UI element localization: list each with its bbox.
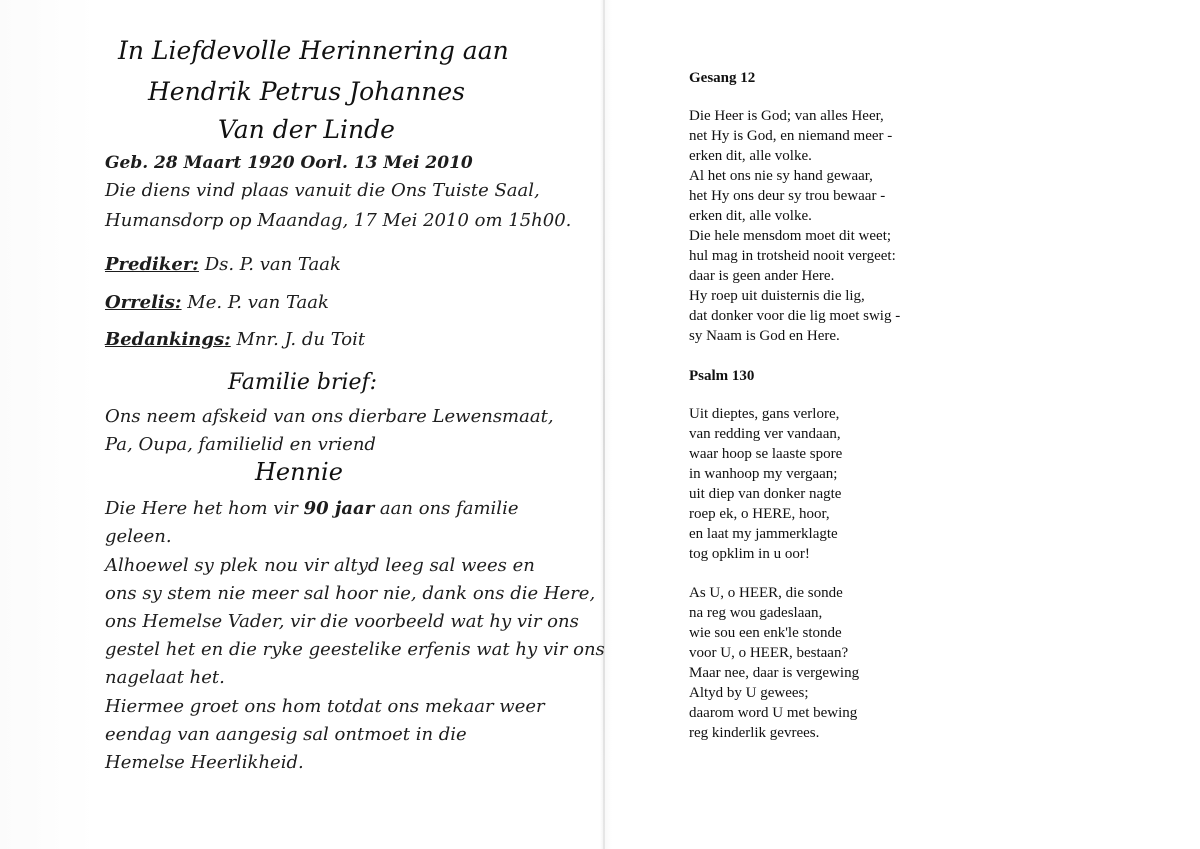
role-prediker: [105, 254, 341, 275]
verse-line: Die Heer is God; van alles Heer,: [689, 108, 884, 124]
psalm-title: Psalm 130: [689, 368, 755, 384]
page-fold: [603, 0, 605, 849]
service-venue: Die diens vind plaas vanuit die Ons Tuiste Saal,: [105, 180, 540, 201]
body-line: [105, 498, 518, 519]
family-letter-title: Familie brief:: [228, 370, 378, 395]
verse-line: van redding ver vandaan,: [689, 426, 841, 442]
body-line: gestel het en die ryke geestelike erfenis wat hy vir ons: [105, 639, 605, 660]
verse-line: Die hele mensdom moet dit weet;: [689, 228, 892, 244]
body-line: Hiermee groet ons hom totdat ons mekaar weer: [105, 696, 545, 717]
hymn-gesang-12: [689, 106, 900, 346]
psalm-130-stanza-1: [689, 404, 842, 564]
verse-line: daar is geen ander Here.: [689, 268, 835, 284]
verse-line: dat donker voor die lig moet swig -: [689, 308, 901, 324]
role-label: Bedankings:: [105, 329, 231, 350]
verse-line: roep ek, o HERE, hoor,: [689, 506, 830, 522]
nickname: Hennie: [255, 458, 343, 486]
body-text: Die Here het hom vir: [105, 498, 304, 519]
body-line: nagelaat het.: [105, 667, 225, 688]
service-datetime: Humansdorp op Maandag, 17 Mei 2010 om 15h00.: [105, 210, 572, 231]
verse-line: hul mag in trotsheid nooit vergeet:: [689, 248, 896, 264]
verse-line: net Hy is God, en niemand meer -: [689, 128, 893, 144]
verse-line: uit diep van donker nagte: [689, 486, 842, 502]
role-label: Orrelis:: [105, 292, 182, 313]
role-name: Ds. P. van Taak: [204, 254, 341, 275]
verse-line: reg kinderlik gevrees.: [689, 725, 820, 741]
verse-line: voor U, o HEER, bestaan?: [689, 645, 849, 661]
verse-line: daarom word U met bewing: [689, 705, 858, 721]
role-bedankings: [105, 329, 365, 350]
verse-line: en laat my jammerklagte: [689, 526, 838, 542]
psalm-130-stanza-2: [689, 583, 859, 743]
body-line: ons Hemelse Vader, vir die voorbeeld wat hy vir ons: [105, 611, 579, 632]
body-line: eendag van aangesig sal ontmoet in die: [105, 724, 467, 745]
body-line: Alhoewel sy plek nou vir altyd leeg sal wees en: [105, 555, 535, 576]
hymn-title: Gesang 12: [689, 70, 756, 86]
verse-line: na reg wou gadeslaan,: [689, 605, 823, 621]
verse-line: wie sou een enk'le stonde: [689, 625, 842, 641]
deceased-surname: Van der Linde: [218, 115, 395, 144]
role-label: Prediker:: [105, 254, 199, 275]
verse-line: Hy roep uit duisternis die lig,: [689, 288, 865, 304]
verse-line: tog opklim in u oor!: [689, 546, 810, 562]
body-text: aan ons familie: [374, 498, 519, 519]
body-line: Hemelse Heerlikheid.: [105, 752, 304, 773]
verse-line: waar hoop se laaste spore: [689, 446, 843, 462]
body-line: ons sy stem nie meer sal hoor nie, dank ons die Here,: [105, 583, 596, 604]
years-highlight: 90 jaar: [303, 498, 375, 519]
verse-line: Uit dieptes, gans verlore,: [689, 406, 840, 422]
verse-line: sy Naam is God en Here.: [689, 328, 840, 344]
verse-line: erken dit, alle volke.: [689, 208, 812, 224]
verse-line: As U, o HEER, die sonde: [689, 585, 843, 601]
role-orrelis: [105, 292, 329, 313]
verse-line: in wanhoop my vergaan;: [689, 466, 838, 482]
family-line: Ons neem afskeid van ons dierbare Lewensmaat,: [105, 406, 554, 427]
verse-line: Altyd by U gewees;: [689, 685, 809, 701]
verse-line: het Hy ons deur sy trou bewaar -: [689, 188, 886, 204]
body-line: geleen.: [105, 526, 172, 547]
verse-line: Maar nee, daar is vergewing: [689, 665, 860, 681]
role-name: Me. P. van Taak: [187, 292, 329, 313]
deceased-full-name: Hendrik Petrus Johannes: [148, 77, 466, 106]
family-line: Pa, Oupa, familielid en vriend: [105, 434, 376, 455]
memorial-heading: In Liefdevolle Herinnering aan: [118, 36, 509, 65]
verse-line: Al het ons nie sy hand gewaar,: [689, 168, 873, 184]
role-name: Mnr. J. du Toit: [236, 329, 366, 350]
verse-line: erken dit, alle volke.: [689, 148, 812, 164]
birth-death-dates: Geb. 28 Maart 1920 Oorl. 13 Mei 2010: [105, 153, 473, 173]
